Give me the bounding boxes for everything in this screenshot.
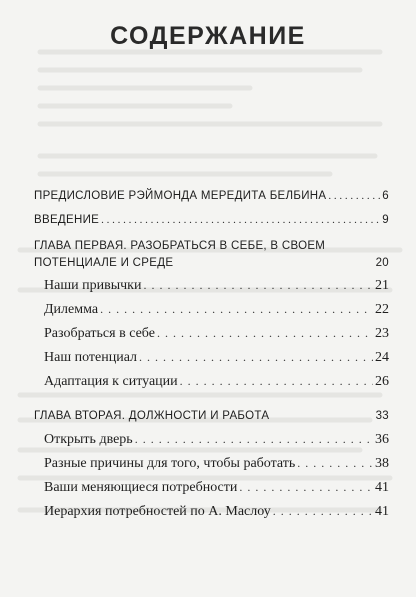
toc-entry-label: Разные причины для того, чтобы работать [44,456,296,471]
toc-entry-section[interactable] [44,480,389,496]
dot-leader [157,326,373,341]
toc-entry-page: 41 [375,480,389,495]
dot-leader [273,504,373,519]
dot-leader [101,214,380,226]
toc-entry-label: Наши привычки [44,278,142,293]
toc-entry-page: 21 [375,278,389,293]
toc-entry-page: 26 [375,374,389,389]
dot-leader [139,350,373,365]
toc-entry-label-line1: ГЛАВА ПЕРВАЯ. РАЗОБРАТЬСЯ В СЕБЕ, В СВОЕМ [34,240,326,252]
toc-entry-label: ВВЕДЕНИЕ [34,214,100,226]
toc-entry-page: 9 [382,214,389,226]
toc-entry-label: Адаптация к ситуации [44,374,178,389]
toc-entry-page: 6 [382,190,389,202]
toc-entry-section[interactable] [44,374,389,390]
dot-leader [328,190,380,202]
dot-leader [100,302,373,317]
toc-entry-section[interactable] [44,504,389,520]
dot-leader [180,374,373,389]
page-title: СОДЕРЖАНИЕ [110,22,306,50]
dot-leader [135,432,373,447]
toc-entry-page: 41 [375,504,389,519]
toc-entry-label: Иерархия потребностей по А. Маслоу [44,504,271,519]
toc-entry-label: Наш потенциал [44,350,138,365]
dot-leader [143,278,373,293]
dot-leader [297,456,373,471]
toc-entry-label: Ваши меняющиеся потребности [44,480,238,495]
toc-entry-page: 23 [375,326,389,341]
toc-entry-page: 33 [375,410,389,422]
toc-entry-section[interactable] [44,350,389,366]
toc-entry-label-line2: ПОТЕНЦИАЛЕ И СРЕДЕ [34,257,174,269]
toc-entry-foreword[interactable] [34,190,389,202]
toc-entry-page: 22 [375,302,389,317]
toc-entry-section[interactable] [44,326,389,342]
toc-entry-label: ГЛАВА ВТОРАЯ. ДОЛЖНОСТИ И РАБОТА [34,410,270,422]
dot-leader [239,480,373,495]
toc-entry-chapter-two[interactable] [34,410,389,422]
toc-entry-section[interactable] [44,278,389,294]
toc-entry-section[interactable] [44,432,389,448]
toc-entry-page: 20 [375,257,389,269]
toc-entry-label: ПРЕДИСЛОВИЕ РЭЙМОНДА МЕРЕДИТА БЕЛБИНА [34,190,327,202]
toc-entry-page: 38 [375,456,389,471]
toc-entry-label: Дилемма [44,302,99,317]
toc-entry-label: Открыть дверь [44,432,133,447]
toc-entry-page: 24 [375,350,389,365]
toc-entry-section[interactable] [44,302,389,318]
toc-entry-section[interactable] [44,456,389,472]
toc-entry-page: 36 [375,432,389,447]
toc-entry-label: Разобраться в себе [44,326,155,341]
toc-entry-introduction[interactable] [34,214,389,226]
toc-entry-chapter-one[interactable] [34,238,389,272]
